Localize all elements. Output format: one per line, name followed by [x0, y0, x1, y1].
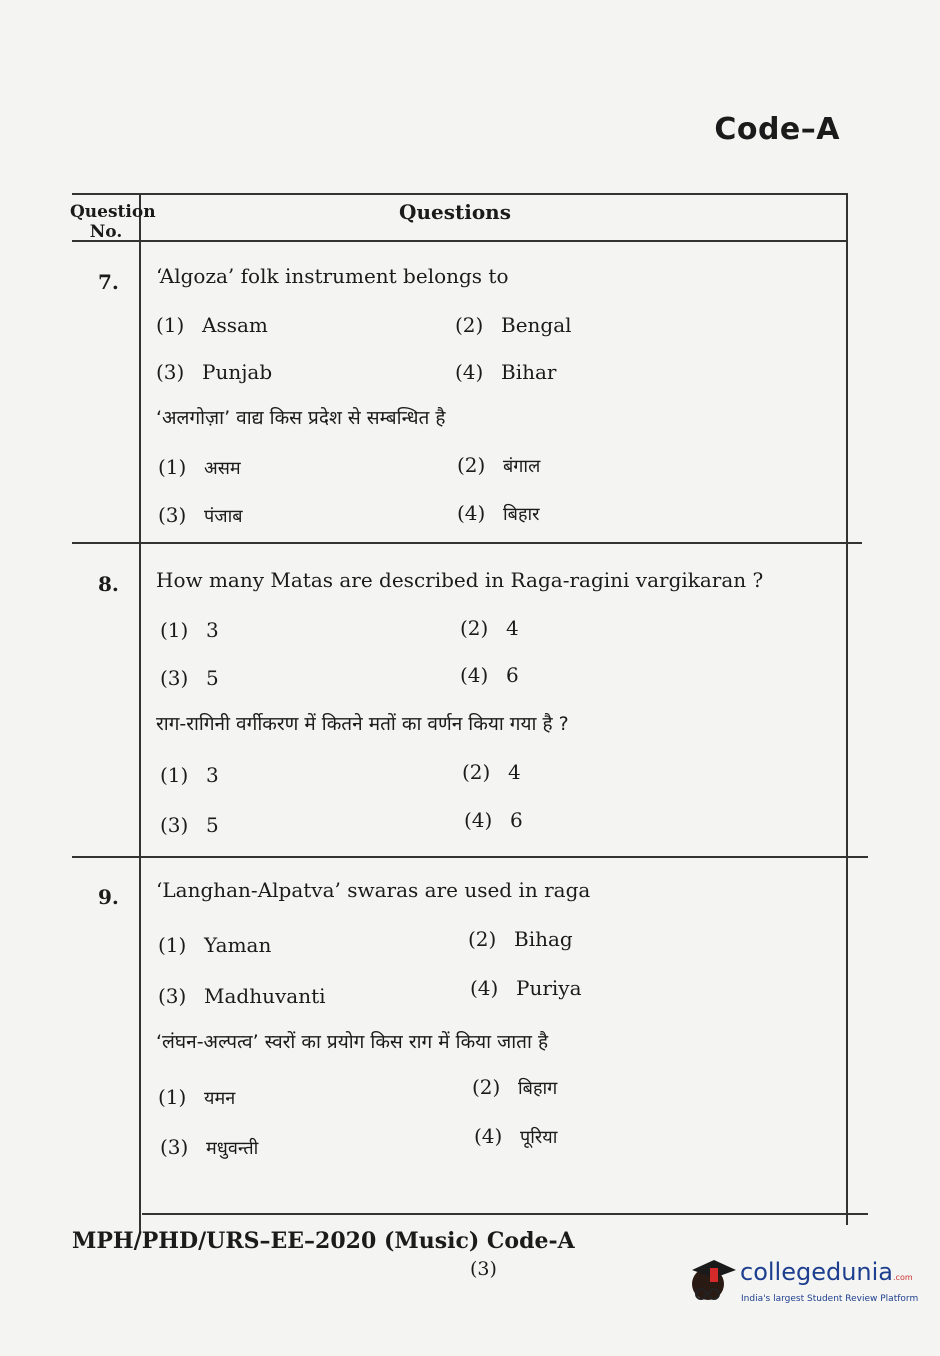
- option-number: (1): [160, 618, 189, 642]
- option-number: (4): [460, 663, 489, 687]
- row-divider: [72, 856, 868, 858]
- option-text: Bihag: [514, 927, 573, 951]
- option-text: 4: [508, 760, 521, 784]
- option-en: [156, 313, 268, 337]
- option-number: (1): [158, 455, 187, 479]
- option-text: Bengal: [501, 313, 572, 337]
- question-stem-hi: राग-रागिनी वर्गीकरण में कितने मतों का वर्णन किया गया है ?: [156, 713, 569, 735]
- option-number: (4): [474, 1124, 503, 1148]
- option-number: (3): [160, 813, 189, 837]
- option-text: 3: [206, 763, 219, 787]
- option-hi: [160, 763, 219, 787]
- option-text: Yaman: [204, 933, 272, 957]
- paper-code: Code–A: [714, 112, 840, 147]
- option-en: [455, 360, 556, 384]
- option-text: 6: [510, 808, 523, 832]
- graduate-mascot-icon: [684, 1254, 738, 1312]
- questions-header: Questions: [399, 200, 511, 224]
- question-stem-hi: ‘लंघन-अल्पत्व’ स्वरों का प्रयोग किस राग में किया जाता है: [156, 1031, 549, 1053]
- option-number: (1): [158, 1085, 187, 1109]
- option-hi: [474, 1124, 557, 1149]
- option-number: (2): [460, 616, 489, 640]
- option-number: (2): [457, 453, 486, 477]
- option-text: Punjab: [202, 360, 273, 384]
- option-hi: [160, 813, 219, 837]
- question-table: [72, 193, 848, 1225]
- option-number: (2): [472, 1075, 501, 1099]
- table-bottom-line: [142, 1213, 868, 1215]
- option-text: 5: [206, 813, 219, 837]
- option-number: (3): [158, 503, 187, 527]
- option-text: Assam: [202, 313, 268, 337]
- option-number: (3): [158, 984, 187, 1008]
- option-number: (3): [160, 666, 189, 690]
- option-en: [156, 360, 272, 384]
- option-text: मधुवन्ती: [206, 1138, 259, 1159]
- option-text: 6: [506, 663, 519, 687]
- option-hi: [457, 501, 540, 526]
- option-text: पंजाब: [204, 506, 243, 527]
- option-number: (4): [464, 808, 493, 832]
- option-text: 5: [206, 666, 219, 690]
- logo-tagline: India's largest Student Review Platform: [741, 1294, 919, 1304]
- option-en: [160, 618, 219, 642]
- collegedunia-logo: [684, 1254, 919, 1314]
- question-stem-en: How many Matas are described in Raga-ragini vargikaran ?: [156, 568, 764, 592]
- option-hi: [472, 1075, 557, 1100]
- option-en: [460, 616, 519, 640]
- option-text: असम: [204, 458, 241, 479]
- question-no-header: Question No.: [70, 202, 156, 242]
- option-number: (1): [156, 313, 185, 337]
- option-text: Madhuvanti: [204, 984, 326, 1008]
- option-hi: [464, 808, 523, 832]
- option-number: (2): [455, 313, 484, 337]
- logo-wordmark: collegedunia: [740, 1258, 894, 1286]
- question-number: 7.: [98, 270, 119, 294]
- option-number: (4): [457, 501, 486, 525]
- option-number: (2): [468, 927, 497, 951]
- header-divider: [72, 240, 848, 242]
- option-text: बिहाग: [518, 1078, 558, 1099]
- option-hi: [160, 1135, 258, 1160]
- option-en: [468, 927, 573, 951]
- option-hi: [158, 503, 243, 528]
- option-hi: [457, 453, 540, 478]
- paper-footer: MPH/PHD/URS–EE–2020 (Music) Code-A: [72, 1228, 575, 1254]
- option-en: [158, 984, 326, 1008]
- option-text: 3: [206, 618, 219, 642]
- option-text: बिहार: [503, 504, 540, 525]
- option-number: (3): [160, 1135, 189, 1159]
- option-en: [470, 976, 582, 1000]
- option-number: (4): [455, 360, 484, 384]
- page-number: (3): [470, 1258, 497, 1280]
- option-en: [158, 933, 271, 957]
- option-en: [160, 666, 219, 690]
- question-stem-en: ‘Algoza’ folk instrument belongs to: [156, 264, 509, 288]
- question-number: 8.: [98, 572, 119, 596]
- option-hi: [158, 1085, 235, 1110]
- option-en: [460, 663, 519, 687]
- question-number: 9.: [98, 885, 119, 909]
- option-hi: [158, 455, 241, 480]
- question-stem-en: ‘Langhan-Alpatva’ swaras are used in raga: [156, 878, 591, 902]
- option-number: (1): [158, 933, 187, 957]
- column-divider: [139, 193, 141, 1233]
- option-hi: [462, 760, 521, 784]
- option-text: 4: [506, 616, 519, 640]
- option-number: (3): [156, 360, 185, 384]
- option-text: पूरिया: [520, 1127, 558, 1148]
- row-divider: [72, 542, 862, 544]
- option-number: (2): [462, 760, 491, 784]
- option-text: यमन: [204, 1088, 236, 1109]
- question-stem-hi: ‘अलगोज़ा’ वाद्य किस प्रदेश से सम्बन्धित है: [156, 407, 446, 429]
- option-text: Puriya: [516, 976, 582, 1000]
- logo-com: .com: [893, 1273, 913, 1282]
- option-number: (1): [160, 763, 189, 787]
- option-en: [455, 313, 572, 337]
- option-text: बंगाल: [503, 456, 541, 477]
- option-text: Bihar: [501, 360, 557, 384]
- option-number: (4): [470, 976, 499, 1000]
